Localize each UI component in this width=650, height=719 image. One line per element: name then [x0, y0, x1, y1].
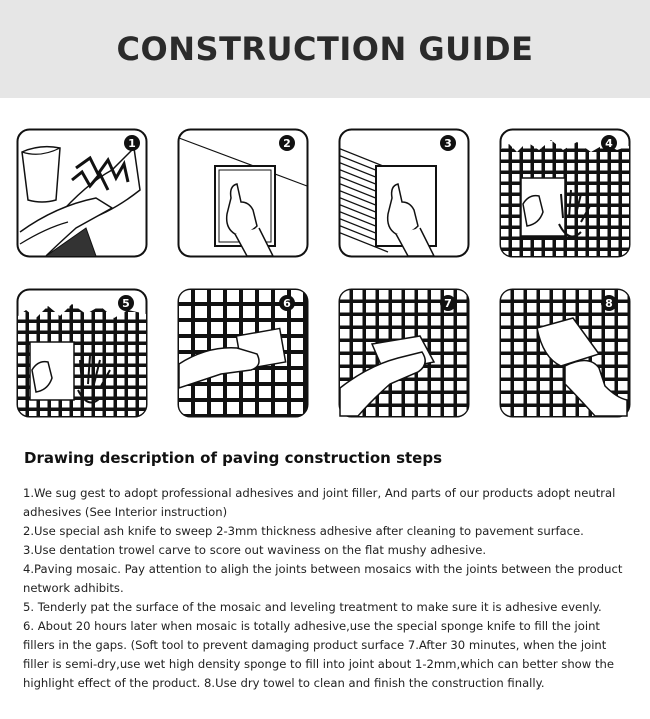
- step-item: 1.We sug gest to adopt professional adhesives and joint filler, And parts of our products adopt neutral adhesives (See Interior instruction): [23, 486, 616, 519]
- step-number-badge: 8: [605, 297, 613, 310]
- step-item: 6. About 20 hours later when mosaic is totally adhesive,use the special sponge knife to fill the joint fillers in the gaps. (Soft tool to prevent damaging product surface 7.After 30 minutes, when the joint filler is semi-dry,use wet high density sponge to fill into joint about 1-2mm,which can better show the highlight effect of the product. 8.Use dry towel to clean and finish the construction finally.: [23, 619, 614, 690]
- pour-adhesive-illustration: [16, 128, 148, 258]
- panel-step-1: [16, 128, 148, 258]
- dentation-trowel-illustration: [338, 128, 470, 258]
- wet-sponge-illustration: [338, 288, 470, 418]
- step-item: 5. Tenderly pat the surface of the mosaic and leveling treatment to make sure it is adhesive evenly.: [23, 600, 602, 614]
- step-item: 2.Use special ash knife to sweep 2-3mm thickness adhesive after cleaning to pavement surface.: [23, 524, 584, 538]
- step-number-badge: 3: [444, 137, 452, 150]
- step-number-badge: 6: [283, 297, 291, 310]
- paving-mosaic-illustration: [499, 128, 631, 258]
- step-number-badge: 2: [283, 137, 291, 150]
- panel-step-2: [177, 128, 309, 258]
- step-number-badge: 4: [605, 137, 613, 150]
- panel-step-8: [499, 288, 631, 418]
- panel-step-7: [338, 288, 470, 418]
- panel-step-3: [338, 128, 470, 258]
- step-item: 3.Use dentation trowel carve to score out waviness on the flat mushy adhesive.: [23, 543, 487, 557]
- step-item: 4.Paving mosaic. Pay attention to aligh the joints between mosaics with the joints between the product network adhibits.: [23, 562, 623, 595]
- dry-towel-illustration: [499, 288, 631, 418]
- page-title: CONSTRUCTION GUIDE: [116, 30, 534, 68]
- panel-step-4: [499, 128, 631, 258]
- step-number-badge: 7: [444, 297, 452, 310]
- step-number-badge: 5: [122, 297, 130, 310]
- ash-knife-spread-illustration: [177, 128, 309, 258]
- description-title: Drawing description of paving construction steps: [24, 449, 443, 467]
- pat-surface-illustration: [16, 288, 148, 418]
- step-number-badge: 1: [128, 137, 136, 150]
- steps-list: [23, 484, 633, 693]
- sponge-knife-filler-illustration: [177, 288, 309, 418]
- panel-step-5: [16, 288, 148, 418]
- panel-step-6: [177, 288, 309, 418]
